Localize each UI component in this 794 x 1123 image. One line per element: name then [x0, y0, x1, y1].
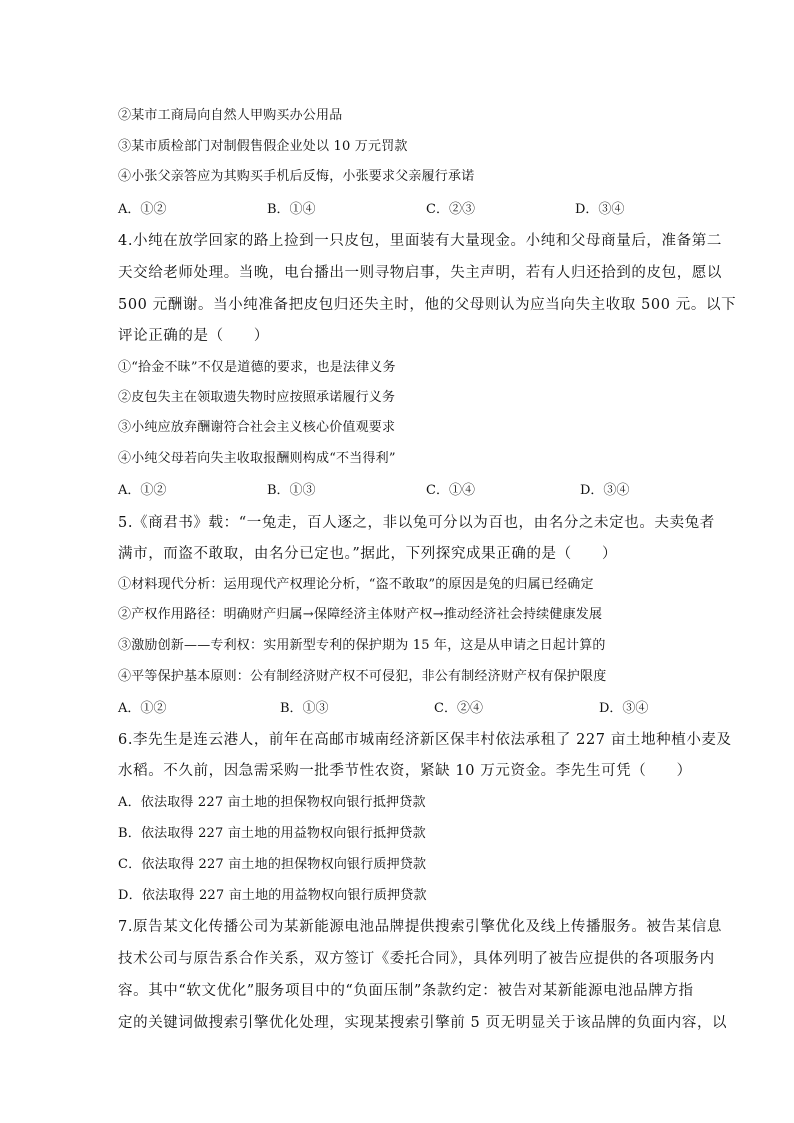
q4-stem-line-3: 500 元酬谢。当小纯准备把皮包归还失主时，他的父母则认为应当向失主收取 500 元。以下 — [118, 297, 737, 313]
q3-option-b: B．①④ — [267, 202, 316, 217]
q5-item-2: ②产权作用路径：明确财产归属→保障经济主体财产权→推动经济社会持续健康发展 — [118, 607, 603, 622]
q4-stem-line-4: 评论正确的是（ ） — [118, 328, 269, 344]
q4-option-a: A．①② — [118, 483, 167, 498]
q7-stem-line-1: 7.原告某文化传播公司为某新能源电池品牌提供搜索引擎优化及线上传播服务。被告某信息 — [118, 919, 722, 935]
q5-option-c: C．②④ — [434, 701, 483, 716]
q4-item-1: ①“拾金不昧”不仅是道德的要求，也是法律义务 — [118, 360, 396, 375]
q5-item-1: ①材料现代分析：运用现代产权理论分析，“盗不敢取”的原因是兔的归属已经确定 — [118, 577, 594, 592]
q5-item-3: ③激励创新——专利权：实用新型专利的保护期为 15 年，这是从申请之日起计算的 — [118, 638, 606, 653]
q3-option-d: D．③④ — [575, 202, 625, 217]
q6-stem-line-2: 水稻。不久前，因急需采购一批季节性农资，紧缺 10 万元资金。李先生可凭（ ） — [118, 763, 692, 779]
q6-option-a: A．依法取得 227 亩土地的担保物权向银行抵押贷款 — [118, 795, 426, 810]
q4-item-2: ②皮包失主在领取遗失物时应按照承诺履行义务 — [118, 390, 396, 405]
q4-stem-line-2: 天交给老师处理。当晚，电台播出一则寻物启事，失主声明，若有人归还拾到的皮包，愿以 — [118, 265, 722, 281]
q3-option-c: C．②③ — [426, 202, 475, 217]
q5-option-b: B．①③ — [280, 701, 329, 716]
q3-item-2: ②某市工商局向自然人甲购买办公用品 — [118, 108, 343, 123]
q6-option-b: B．依法取得 227 亩土地的用益物权向银行抵押贷款 — [118, 826, 426, 841]
q6-stem-line-1: 6.李先生是连云港人，前年在高邮市城南经济新区保丰村依法承租了 227 亩土地种植小麦及 — [118, 732, 732, 748]
q4-option-b: B．①③ — [267, 483, 316, 498]
q4-option-c: C．①④ — [426, 483, 475, 498]
q4-item-4: ④小纯父母若向失主收取报酬则构成“不当得利” — [118, 451, 396, 466]
q7-stem-line-4: 定的关键词做搜索引擎优化处理，实现某搜索引擎前 5 页无明显关于该品牌的负面内容，以 — [118, 1015, 728, 1031]
q7-stem-line-3: 容。其中“软文优化”服务项目中的“负面压制”条款约定：被告对某新能源电池品牌方指 — [118, 983, 694, 999]
q5-item-4: ④平等保护基本原则：公有制经济财产权不可侵犯，非公有制经济财产权有保护限度 — [118, 669, 607, 684]
q4-item-3: ③小纯应放弃酬谢符合社会主义核心价值观要求 — [118, 420, 396, 435]
q3-option-a: A．①② — [118, 202, 167, 217]
q5-option-a: A．①② — [118, 701, 167, 716]
q4-option-d: D．③④ — [580, 483, 630, 498]
q3-item-4: ④小张父亲答应为其购买手机后反悔，小张要求父亲履行承诺 — [118, 169, 475, 184]
q4-stem-line-1: 4.小纯在放学回家的路上捡到一只皮包，里面装有大量现金。小纯和父母商量后，准备第二 — [118, 233, 722, 249]
q6-option-c: C．依法取得 227 亩土地的担保物权向银行质押贷款 — [118, 857, 427, 872]
q7-stem-line-2: 技术公司与原告系合作关系，双方签订《委托合同》，具体列明了被告应提供的各项服务内 — [118, 951, 715, 967]
q5-stem-line-2: 满市，而盗不敢取，由名分已定也。”据此，下列探究成果正确的是（ ） — [118, 546, 618, 562]
q3-item-3: ③某市质检部门对制假售假企业处以 10 万元罚款 — [118, 139, 408, 154]
q5-option-d: D．③④ — [599, 701, 649, 716]
q5-stem-line-1: 5.《商君书》载：“一兔走，百人逐之，非以兔可分以为百也，由名分之未定也。夫卖兔者 — [118, 515, 715, 531]
q6-option-d: D．依法取得 227 亩土地的用益物权向银行质押贷款 — [118, 888, 427, 903]
